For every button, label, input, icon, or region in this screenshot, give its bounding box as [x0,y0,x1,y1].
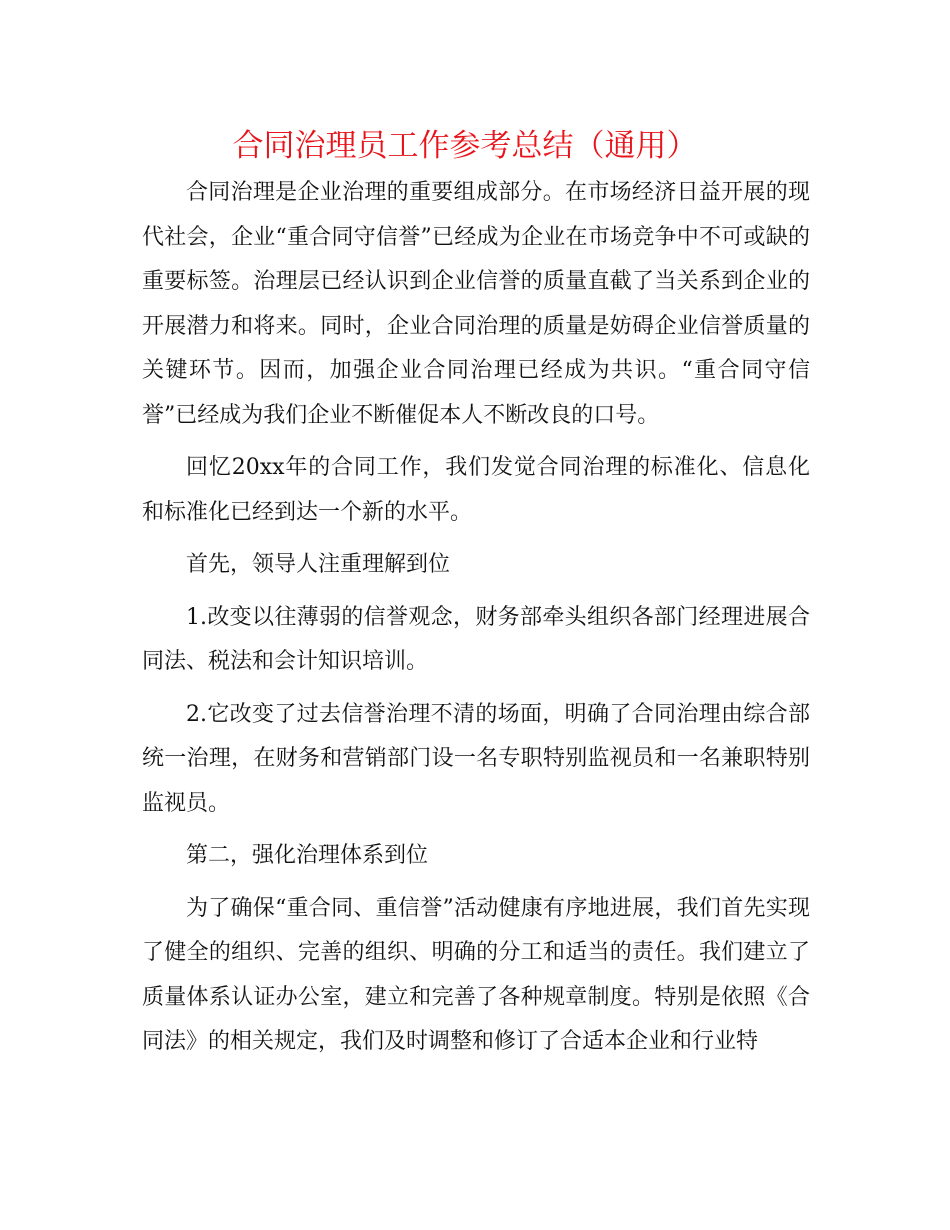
paragraph-review: 回忆20xx年的合同工作，我们发觉合同治理的标准化、信息化和标准化已经到达一个新的水平。 [142,455,810,525]
paragraph-system: 为了确保“重合同、重信誉”活动健康有序地进展，我们首先实现了健全的组织、完善的组织、明确的分工和适当的责任。我们建立了质量体系认证办公室，建立和完善了各种规章制度。特别是依照《合同法》的相关规定，我们及时调整和修订了合适本企业和行业特 [142,895,810,1054]
list-item-1: 1.改变以往薄弱的信誉观念，财务部牵头组织各部门经理进展合同法、税法和会计知识培训。 [142,604,810,674]
section-heading-first: 首先，领导人注重理解到位 [186,552,451,577]
document-body [142,171,810,1073]
list-item-2: 2.它改变了过去信誉治理不清的场面，明确了合同治理由综合部统一治理，在财务和营销部门设一名专职特别监视员和一名兼职特别监视员。 [142,701,810,816]
paragraph-intro: 合同治理是企业治理的重要组成部分。在市场经济日益开展的现代社会，企业“重合同守信誉”已经成为企业在市场竞争中不可或缺的重要标签。治理层已经认识到企业信誉的质量直截了当关系到企业的开展潜力和将来。同时，企业合同治理的质量是妨碍企业信誉质量的关键环节。因而，加强企业合同治理已经成为共识。“重合同守信誉”已经成为我们企业不断催促本人不断改良的口号。 [142,180,810,428]
section-heading-second: 第二，强化治理体系到位 [186,843,429,868]
document-title: 合同治理员工作参考总结（通用） [232,128,698,164]
